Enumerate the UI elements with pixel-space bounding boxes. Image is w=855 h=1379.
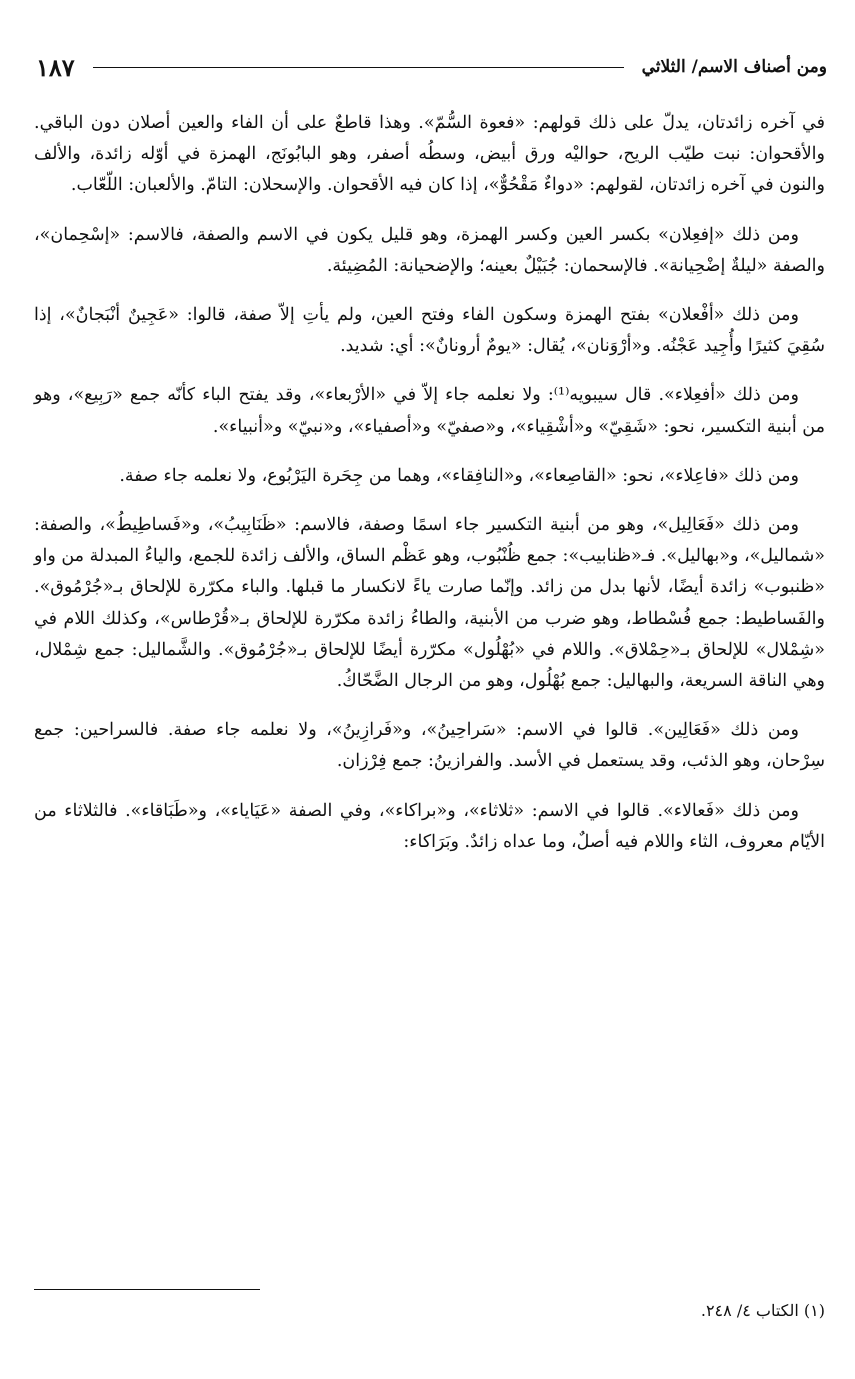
running-title: ومن أصناف الاسم/ الثلاثي [641,57,827,77]
body-text [34,108,825,876]
paragraph: ومن ذلك «أفعِلاء». قال سيبويه⁽¹⁾: ولا نعلمه جاء إلاّ في «الأرْبعاء»، وقد يفتح الباء كأنّه جمع «رَبِيع»، وهو من أبنية التكسير، نحو: «شَقِيّ» و«أشْقِياء»، و«صفيّ» و«أصفياء»، و«نبيّ» و«أنبياء». [34,385,825,437]
paragraph: ومن ذلك «فَعَالِيل»، وهو من أبنية التكسير جاء اسمًا وصفة، فالاسم: «ظَنَابِيبُ»، و«فَساطِيطُ»، والصفة: «شماليل»، و«بهاليل». فـ«ظنابيب»: جمع ظُنْبُوب، وهو عَظْم الساق، والألف زائدة للجمع، والياءُ المبدلة من واو «ظنبوب» زائدة أيضًا، لأنها بدل من زائد. وإنّما صارت ياءً لانكسار ما قبلها. والباء مكرّرة للإلحاق بـ«جُرْمُوق». والفَساطيط: جمع فُسْطاط، وهو ضرب من الأبنية، والطاءُ زائدة مكرّرة للإلحاق بـ«قُرْطاس»، وكذلك اللام في «شِمْلال» للإلحاق بـ«حِمْلاق». واللام في «بُهْلُول» مكرّرة أيضًا للإلحاق بـ«جُرْمُوق». والشَّماليل: جمع شِمْلال، وهي الناقة السريعة، والبهاليل: جمع بُهْلُول، وهو من الرجال الضَّحّاكُ. [34,515,825,692]
paragraph: ومن ذلك «إفعِلان» بكسر العين وكسر الهمزة، وهو قليل يكون في الاسم والصفة، فالاسم: «إسْحِمان»، والصفة «ليلةٌ إضْحِيانة». فالإسحمان: جُبَيْلٌ بعينه؛ والإضحيانة: المُضِيئة. [34,224,825,276]
paragraph: ومن ذلك «فَعَالِين». قالوا في الاسم: «سَراحِينُ»، و«فَرازِينُ»، ولا نعلمه جاء صفة. فالسراحين: جمع سِرْحان، وهو الذئب، وقد يستعمل في الأسد. والفرازينُ: جمع فِرْزان. [34,720,825,772]
paragraph: ومن ذلك «أفْعلان» بفتح الهمزة وسكون الفاء وفتح العين، ولم يأتِ إلاّ صفة، قالوا: «عَجِينٌ أنْبَجانٌ»، إذا سُقِيَ كثيرًا وأُجِيد عَجْنُه. و«أرْوَنان»، يُقال: «يومٌ أرونانٌ»: أي: شديد. [34,305,825,357]
paragraph: ومن ذلك «فاعِلاء»، نحو: «القاصِعاء»، و«النافِقاء»، وهما من جِحَرة اليَرْبُوع، ولا نعلمه جاء صفة. [119,465,799,486]
footnote: (١) الكتاب ٤/ ٢٤٨. [700,1301,825,1320]
paragraph: ومن ذلك «فَعالاء». قالوا في الاسم: «ثلاثاء»، و«براكاء»، وفي الصفة «عَيَاياء»، و«طَبَاقاء». فالثلاثاء من الأيّام معروف، الثاء واللام فيه أصلٌ، وما عداه زائدٌ. وبَرَاكاء: [34,800,825,852]
paragraph: في آخره زائدتان، يدلّ على ذلك قولهم: «فعوة السُّمّ». وهذا قاطعٌ على أن الفاء والعين أصلان دون الباقي. والأقحوان: نبت طيّب الريح، حواليْه ورق أبيض، وسطُه أصفر، وهو البابُونَج، الهمزة في أوّله زائدة، والألف والنون في آخره زائدتان، لقولهم: «دواءٌ مَقْحُوٌّ»، إذا كان فيه الأقحوان. والإسحلان: التامّ. والألعبان: اللّعّاب. [34,113,825,196]
page-header [36,50,827,84]
footnote-separator [34,1289,260,1290]
header-rule [93,67,624,68]
page-number: ١٨٧ [36,52,75,82]
